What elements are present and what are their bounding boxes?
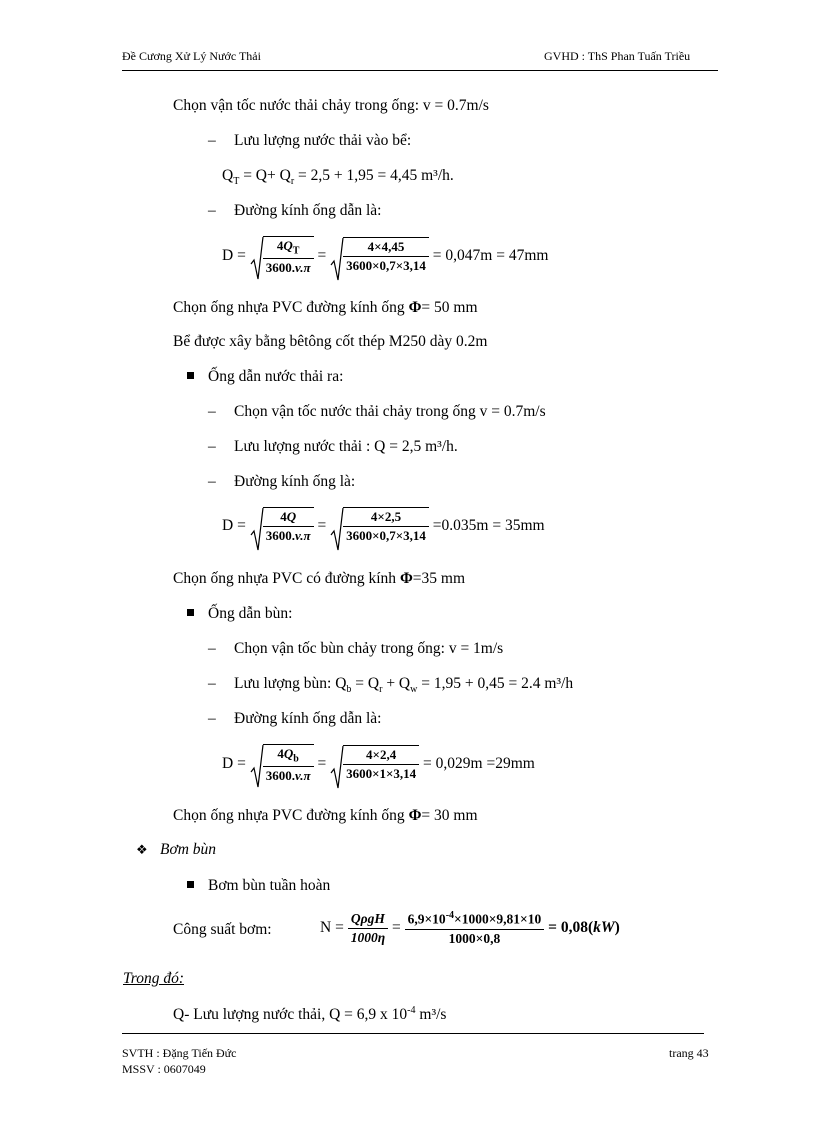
sqrt-sign: $\frac{4Q_T}{3600.v.\pi}$	[250, 236, 314, 276]
sqrt-sign: $\frac{4\times 4,45}{3600\times 0,7\times 3,14}$	[330, 237, 429, 274]
text-line: Chọn ống nhựa PVC đường kính ống Φ= 30 mm	[173, 807, 478, 824]
formula-qt: $Q_T = Q+ Q_r = 2,5 + 1,95 = 4,45$ m³/h.	[222, 167, 454, 188]
list-item: Ống dẫn nước thải ra:	[187, 368, 343, 386]
sqrt-sign: $\frac{4Q_b}{3600.v.\pi}$	[250, 744, 314, 784]
list-item: – Lưu lượng nước thải : Q = 2,5 m³/h.	[208, 438, 458, 455]
text-line: Chọn ống nhựa PVC có đường kính Φ=35 mm	[173, 570, 466, 587]
footer-student: SVTH : Đặng Tiến Đức	[122, 1046, 237, 1060]
sqrt-sign: $\frac{4\times 2,5}{3600\times 0,7\times 3,14}$	[330, 507, 429, 544]
text-line: Chọn ống nhựa PVC đường kính ống Φ= 50 mm	[173, 299, 478, 316]
section-heading: ❖ Bơm bùn	[136, 841, 217, 858]
formula-diameter-2: D = $\frac{4Q}{3600.v.\pi}$ = $\frac{4\times 2,5}{3600\times 0,7\times 3,14}$ =0.035m = 35mm	[222, 507, 545, 544]
square-bullet-icon	[187, 372, 194, 379]
list-item: – Chọn vận tốc bùn chảy trong ống: v = 1m/s	[208, 640, 504, 657]
list-item: – Đường kính ống là:	[208, 473, 356, 490]
header-title: Đề Cương Xử Lý Nước Thải	[122, 49, 261, 63]
list-item	[208, 132, 411, 150]
sqrt-sign: $\frac{4\times 2,4}{3600\times 1\times 3,14}$	[330, 745, 419, 782]
dash-bullet: –	[208, 132, 216, 149]
formula-pump-power: N = $\frac{\text{QρgH}}{1000\eta}$ = $\frac{6,9\times 10^{-4}\times 1000\times 9,81\times 10}{1000\times 0,8}$ = 0,08(kW)	[320, 910, 620, 946]
header-rule	[122, 70, 718, 71]
list-item: – Lưu lượng bùn: $Q_b = Q_r + Q_w = 1,95 + 0,45 = 2.4$ m³/h	[208, 675, 574, 696]
text-line: Bể được xây bằng bêtông cốt thép M250 dày 0.2m	[173, 333, 488, 350]
list-item-text: Lưu lượng nước thải vào bể:	[234, 132, 412, 149]
text-line: Q- Lưu lượng nước thải, Q = 6,9 x $10^{-4}$ m³/s	[173, 1005, 447, 1024]
square-bullet-icon	[187, 609, 194, 616]
list-item: Ống dẫn bùn:	[187, 605, 292, 623]
text-line: Chọn vận tốc nước thải chảy trong ống: v = 0.7m/s	[173, 97, 489, 114]
list-item: Bơm bùn tuần hoàn	[187, 877, 330, 895]
footer-rule	[122, 1033, 704, 1034]
page-number: trang 43	[669, 1046, 709, 1060]
header-advisor: GVHD : ThS Phan Tuấn Triều	[544, 49, 691, 63]
text-line: Công suất bơm:	[173, 921, 272, 938]
dash-bullet: –	[208, 202, 216, 219]
diamond-bullet-icon: ❖	[136, 842, 148, 857]
footer-mssv: MSSV : 0607049	[122, 1062, 206, 1076]
formula-diameter-3: D = $\frac{4Q_b}{3600.v.\pi}$ = $\frac{4\times 2,4}{3600\times 1\times 3,14}$ = 0,029m =29mm	[222, 744, 535, 784]
list-item: – Đường kính ống dẫn là:	[208, 710, 382, 727]
list-item: – Chọn vận tốc nước thải chảy trong ống v = 0.7m/s	[208, 403, 546, 420]
list-item	[208, 202, 381, 220]
sqrt-sign: $\frac{4Q}{3600.v.\pi}$	[250, 507, 314, 544]
formula-diameter-1: D = $\frac{4Q_T}{3600.v.\pi}$ = $\frac{4\times 4,45}{3600\times 0,7\times 3,14}$ = 0,047m = 47mm	[222, 236, 548, 276]
section-label: Trong đó:	[123, 970, 185, 987]
list-item-text: Đường kính ống dẫn là:	[234, 202, 382, 219]
square-bullet-icon	[187, 881, 194, 888]
